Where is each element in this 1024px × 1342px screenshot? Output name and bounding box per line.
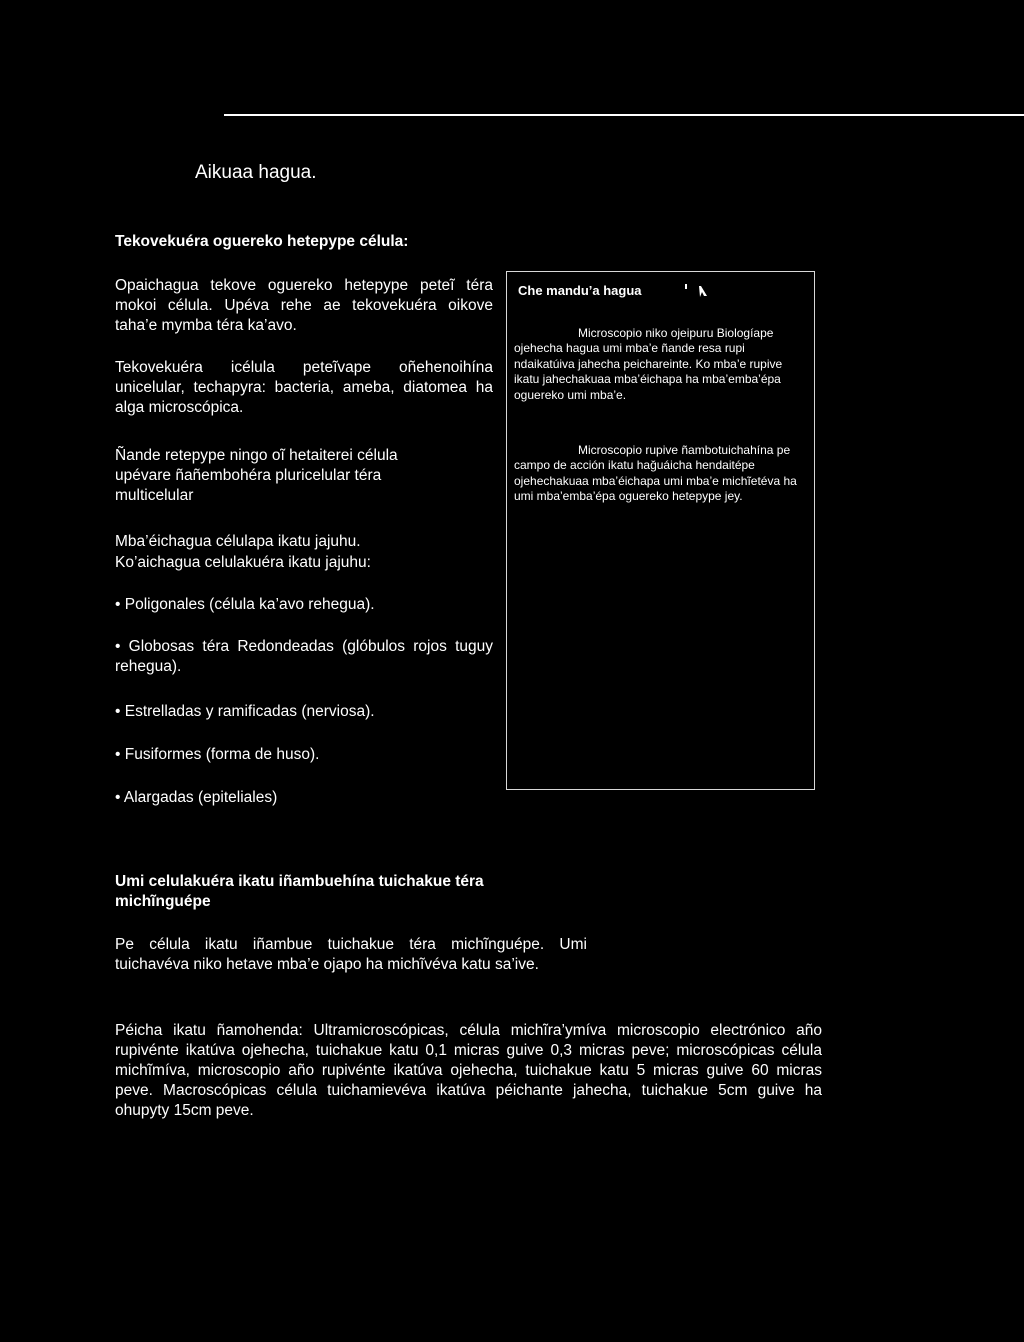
page-title: Aikuaa hagua. bbox=[195, 162, 317, 183]
bullet-item bbox=[115, 702, 495, 722]
section2-heading: Umi celulakuéra ikatu iñambuehína tuichakue téra michĩnguépe bbox=[115, 873, 484, 910]
bullet-text: • Poligonales (célula ka’avo rehegua). bbox=[115, 596, 375, 613]
bullet-item bbox=[115, 595, 495, 615]
reminder-box-para-2 bbox=[514, 443, 808, 505]
paragraph-3: Ñande retepype ningo oĩ hetaiterei célula upévare ñañembohéra pluricelular téra multicelular bbox=[115, 447, 398, 504]
section1-heading: Tekovekuéra oguereko hetepype célula: bbox=[115, 233, 409, 250]
bullet-text: • Estrelladas y ramificadas (nerviosa). bbox=[115, 703, 375, 720]
paragraph-4-line2: Ko’aichagua celulakuéra ikatu jajuhu: bbox=[115, 554, 371, 571]
bullet-text: • Alargadas (epiteliales) bbox=[115, 789, 277, 806]
bullet-item bbox=[115, 788, 495, 808]
bullet-item bbox=[115, 745, 495, 765]
paragraph-6: Péicha ikatu ñamohenda: Ultramicroscópicas, célula michĩra’ymíva microscopio electrónico año rupivénte ikatúva ojehecha, tuichakue katu 0,1 micras guive 0,3 micras peve; microscópicas célula michĩmíva, microscopio año rupivénte ikatúva ojehecha, tuichakue katu 5 micras guive 60 micras peve. Macroscópicas célula tuichamievéva ikatúva péichante jahecha, tuichakue 5cm guive ha ohupyty 15cm peve. bbox=[115, 1022, 822, 1119]
bullet-item bbox=[115, 637, 493, 677]
bullet-text: • Globosas téra Redondeadas (glóbulos rojos tuguy rehegua). bbox=[115, 638, 493, 675]
bullet-text: • Fusiformes (forma de huso). bbox=[115, 746, 319, 763]
reminder-box-para-2-text: Microscopio rupive ñambotuichahína pe campo de acción ikatu hağuáicha hendaitépe ojehechakuaa mba’éichapa umi mba’e michĩetéva ha umi mba’emba’épa oguereko hetepype jey. bbox=[514, 443, 797, 504]
top-rule bbox=[224, 114, 1024, 116]
reminder-box-para-1 bbox=[514, 326, 804, 403]
paragraph-5: Pe célula ikatu iñambue tuichakue téra michĩnguépe. Umi tuichavéva niko hetave mba’e ojapo ha michĩvéva katu sa’ive. bbox=[115, 936, 587, 973]
paragraph-1: Opaichagua tekove oguereko hetepype peteĩ téra mokoi célula. Upéva rehe ae tekovekuéra oikove taha’e mymba téra ka’avo. bbox=[115, 277, 493, 334]
reminder-box-para-1-text: Microscopio niko ojeipuru Biologíape ojehecha hagua umi mba’e ñande resa rupi ndaikatúiva jahecha peichareinte. Ko mba’e rupive ikatu jahechakuaa mba’éichapa ha mba’emba’épa oguereko umi mba’e. bbox=[514, 326, 783, 402]
pointer-icon bbox=[684, 283, 710, 302]
paragraph-4-line1: Mba’éichagua célulapa ikatu jajuhu. bbox=[115, 533, 361, 550]
paragraph-2: Tekovekuéra icélula peteĩvape oñehenoihína unicelular, techapyra: bacteria, ameba, diatomea ha alga microscópica. bbox=[115, 359, 493, 416]
reminder-box-heading: Che mandu’a hagua bbox=[518, 283, 642, 298]
